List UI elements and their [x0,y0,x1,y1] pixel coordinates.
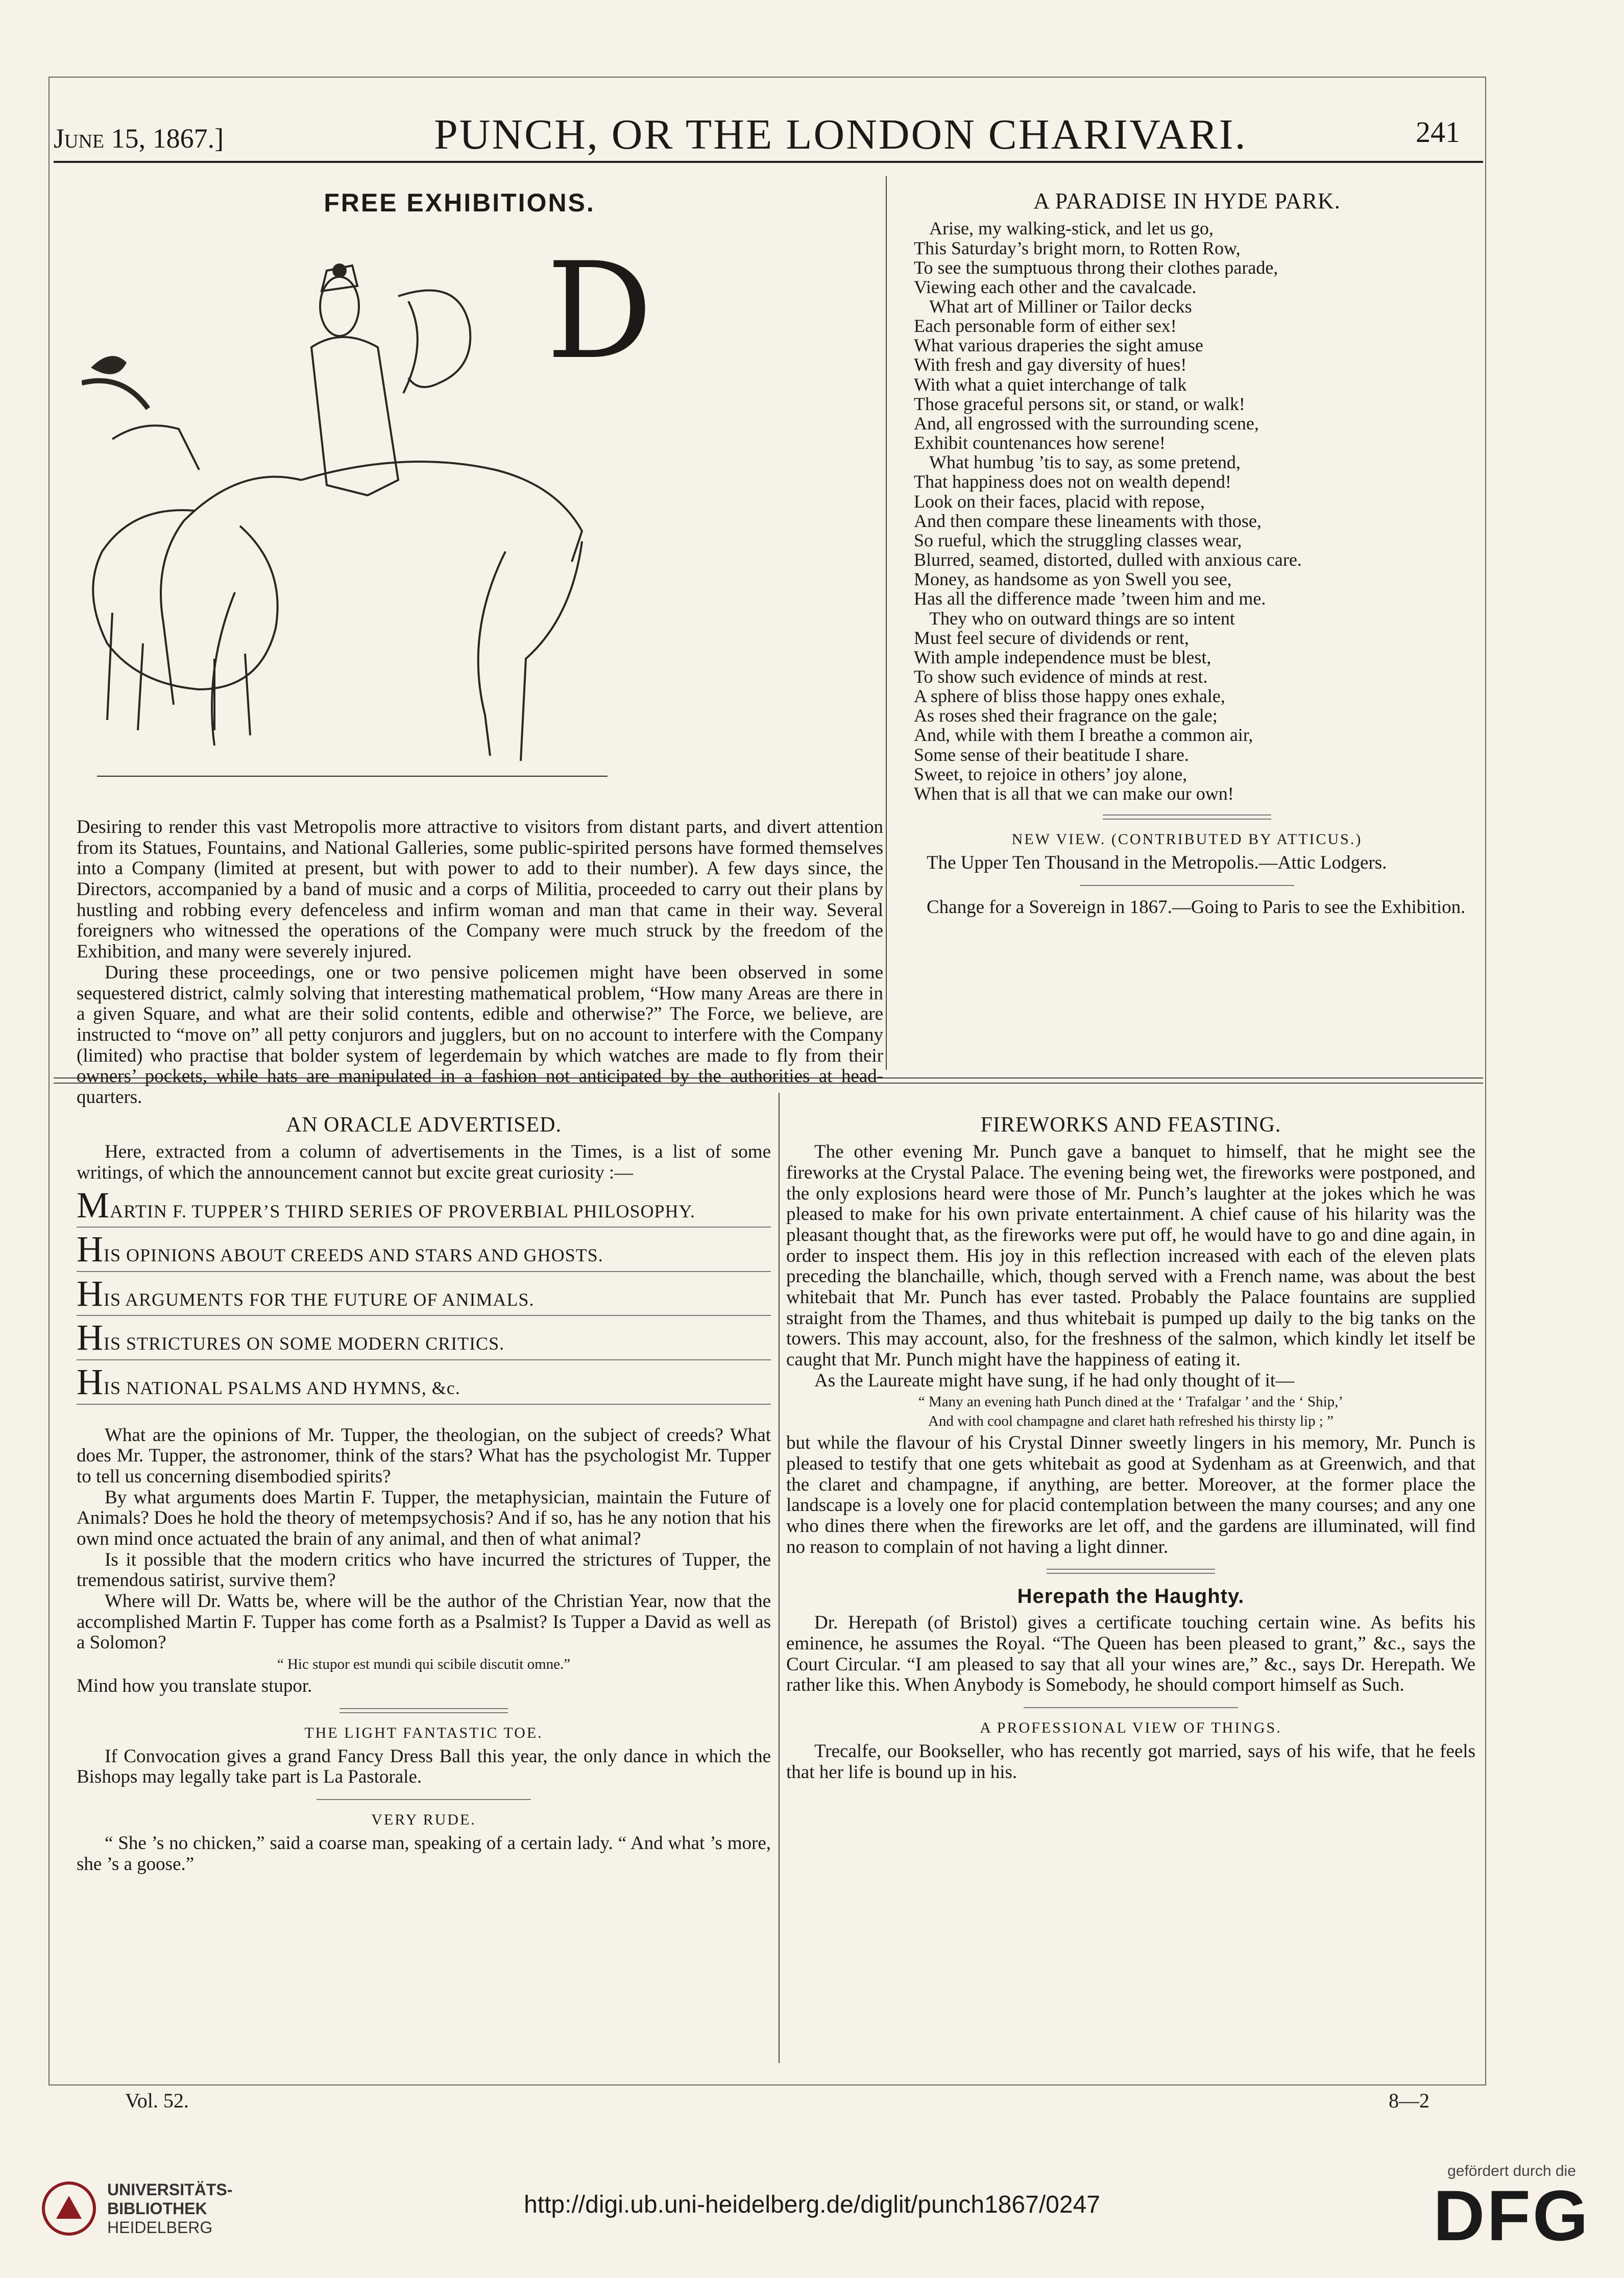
poem-line: What humbug ’tis to say, as some pretend, [929,452,1241,473]
poem-line: Blurred, seamed, distorted, dulled with anxious care. [914,549,1302,570]
oracle-para-2: By what arguments does Martin F. Tupper, the metaphysician, maintain the Future of Animals? Does he hold the theory of metempsychosis? And if so, has he any notion that his own mind once actuated the brain of any animal, and then of what animal? [77,1486,771,1549]
fireworks-heading: FIREWORKS AND FEASTING. [980,1113,1281,1137]
free-exhibitions-para-1: Desiring to render this vast Metropolis more attractive to visitors from distant parts, and divert attention from its Statues, Fountains, and National Galleries, some public-spirited persons have formed themselves into a Company (limited at present, but with power to add to their number). A few days since, the Directors, accompanied by a band of music and a corps of Militia, proceeded to carry out their plans by hustling and robbing every defenceless and infirm woman and man that came in their way. Several foreigners who witnessed the operations of the Company were much struck by the freedom of the Exhibition, and many were severely injured. [77,817,883,963]
advertisement-entry [77,1229,771,1272]
poem-line: Must feel secure of dividends or rent, [914,627,1189,648]
poem-line: And, while with them I breathe a common air, [914,725,1253,746]
funder-text: gefördert durch die [1447,2163,1576,2179]
very-rude-text: “ She ’s no chicken,” said a coarse man, speaking of a certain lady. “ And what ’s more, she ’s a goose.” [77,1833,771,1875]
professional-text: Trecalfe, our Bookseller, who has recently got married, says of his wife, that he feels that her life is bound up in his. [786,1741,1475,1783]
poem-line: Has all the difference made ’tween him and me. [914,588,1266,609]
free-exhibitions-article [77,189,883,222]
poem-line: Look on their faces, placid with repose, [914,491,1205,512]
short-rule [1080,885,1294,886]
signature-mark: 8—2 [1389,2089,1429,2112]
drop-cap-d: D [546,234,653,389]
poem-line: As roses shed their fragrance on the gale; [914,705,1218,726]
double-rule [340,1708,508,1713]
oracle-heading: AN ORACLE ADVERTISED. [286,1113,562,1137]
poem-line: To see the sumptuous throng their clothes parade, [914,257,1278,278]
light-toe-text: If Convocation gives a grand Fancy Dress Ball this year, the only dance in which the Bishops may legally take part is La Pastorale. [77,1745,771,1788]
header-rule [54,161,1483,163]
column-divider-top [886,176,887,1070]
light-toe-heading: THE LIGHT FANTASTIC TOE. [304,1724,543,1741]
page-header [54,110,1483,166]
advertisement-initial: H [77,1229,104,1270]
poem-line: Money, as handsome as yon Swell you see, [914,569,1232,590]
poem-line: Viewing each other and the cavalcade. [914,276,1197,297]
library-name-line-1: UNIVERSITÄTS- [107,2180,233,2199]
oracle-para-3: Is it possible that the modern critics who have incurred the strictures of Tupper, the tremendous satirist, survive them? [77,1549,771,1591]
double-rule [1103,814,1271,820]
herepath-text: Dr. Herepath (of Bristol) gives a certificate touching certain wine. As befits his eminence, he assumes the Royal. “The Queen has been pleased to grant,” &c., says the Court Circular. “I am pleased to say that all your wines are,” &c., says Dr. Herepath. We rather like this. When Anybody is Somebody, he should comport himself as Such. [786,1612,1475,1696]
paradise-poem [899,219,1475,803]
poem-line: With ample independence must be blest, [914,646,1211,667]
very-rude-heading: VERY RUDE. [371,1811,476,1829]
poem-line: With what a quiet interchange of talk [914,374,1187,395]
poem-line: Each personable form of either sex! [914,316,1177,337]
paradise-heading: A PARADISE IN HYDE PARK. [1033,188,1341,213]
laureate-quote-line-1: “ Many an evening hath Punch dined at the ‘ Trafalgar ’ and the ‘ Ship,’ [918,1394,1344,1410]
poem-line: They who on outward things are so intent [929,608,1235,629]
oracle-intro: Here, extracted from a column of advertisements in the Times, is a list of some writings, of which the announcement cannot but excite great curiosity :— [77,1141,771,1183]
advertisement-text: ARTIN F. TUPPER’S THIRD SERIES OF PROVERBIAL PHILOSOPHY. [110,1201,695,1221]
poem-line: A sphere of bliss those happy ones exhale, [914,686,1225,707]
poem-line: That happiness does not on wealth depend! [914,471,1231,492]
advertisement-text: IS OPINIONS ABOUT CREEDS AND STARS AND GHOSTS. [104,1245,603,1266]
oracle-para-1: What are the opinions of Mr. Tupper, the theologian, on the subject of creeds? What does Mr. Tupper, the astronomer, think of the stars? What has the psychologist Mr. Tupper to tell us concerning disembodied spirits? [77,1424,771,1487]
advertisement-initial: H [77,1361,104,1402]
short-rule [317,1799,531,1800]
issue-date: June 15, 1867.] [54,123,224,154]
dfg-logo: DFG [1433,2175,1590,2256]
fireworks-para-2: As the Laureate might have sung, if he had only thought of it— [814,1370,1295,1391]
advertisement-entry [77,1273,771,1316]
latin-quotation: “ Hic stupor est mundi qui scibile discutit omne.” [277,1656,571,1673]
herepath-heading: Herepath the Haughty. [1017,1585,1245,1608]
paradise-article [899,189,1475,918]
oracle-para-4: Where will Dr. Watts be, where will be the author of the Christian Year, now that the accomplished Martin F. Tupper has come forth as a Psalmist? Is Tupper a David as well as a Solomon? [77,1591,771,1653]
new-view-text: The Upper Ten Thousand in the Metropolis.—Attic Lodgers. [927,852,1387,874]
source-url[interactable]: http://digi.ub.uni-heidelberg.de/diglit/punch1867/0247 [524,2191,1100,2218]
oracle-para-5: Mind how you translate stupor. [77,1675,312,1696]
advertisement-text: IS NATIONAL PSALMS AND HYMNS, &c. [104,1377,460,1398]
professional-heading: A PROFESSIONAL VIEW OF THINGS. [980,1719,1282,1737]
poem-line: What art of Milliner or Tailor decks [929,296,1192,317]
advertisement-initial: H [77,1273,104,1314]
fireworks-para-3: but while the flavour of his Crystal Dinner sweetly lingers in his memory, Mr. Punch is pleased to testify that one gets whitebait as good at Sydenham as at Greenwich, and that the claret and champagne, if anything, are better. Moreover, at the former place the landscape is a lovely one for placid contemplation between the many courses; and any one who dines there when the fireworks are let off, and the gardens are illuminated, will find no reason to complain of not having a light dinner. [786,1432,1475,1557]
advertisement-text: IS ARGUMENTS FOR THE FUTURE OF ANIMALS. [104,1289,535,1310]
poem-line: Those graceful persons sit, or stand, or walk! [914,393,1245,414]
poem-line: So rueful, which the struggling classes wear, [914,530,1242,550]
advertisement-initial: H [77,1317,104,1358]
poem-line: With fresh and gay diversity of hues! [914,354,1187,375]
poem-line: When that is all that we can make our own! [914,783,1234,804]
library-name-line-3: HEIDELBERG [107,2218,213,2237]
advertisement-initial: M [77,1184,110,1226]
free-exhibitions-heading: FREE EXHIBITIONS. [324,188,595,217]
poem-line: To show such evidence of minds at rest. [914,666,1208,687]
poem-line: Arise, my walking-stick, and let us go, [929,218,1214,239]
poem-line: This Saturday’s bright morn, to Rotten Row, [914,237,1241,258]
free-exhibitions-body [77,817,883,1108]
poem-line: What various draperies the sight amuse [914,335,1203,356]
volume-label: Vol. 52. [125,2089,189,2112]
poem-line: Some sense of their beatitude I share. [914,744,1189,765]
poem-line: And then compare these lineaments with those, [914,510,1262,531]
change-for-sovereign-text: Change for a Sovereign in 1867.—Going to Paris to see the Exhibition. [927,896,1466,918]
funder-block [1430,2163,1593,2256]
new-view-heading: NEW VIEW. (CONTRIBUTED BY ATTICUS.) [1011,831,1363,848]
advertisement-entry [77,1317,771,1360]
column-divider-bottom [779,1093,780,2063]
advertisement-entry [77,1361,771,1405]
free-exhibitions-para-2: During these proceedings, one or two pensive policemen might have been observed in some sequestered district, calmly solving that interesting mathematical problem, “How many Areas are there in a given Square, and what are their solid contents, edible and otherwise?” The Force, we believe, are instructed to “move on” all petty conjurors and jugglers, but on no account to interfere with the Company (limited) who practise that bolder system of legerdemain by which watches are made to fly from their owners’ pockets, while hats are manipulated in a fashion not anticipated by the authorities at head-quarters. [77,962,883,1108]
advertisement-text: IS STRICTURES ON SOME MODERN CRITICS. [104,1333,505,1354]
library-name-line-2: BIBLIOTHEK [107,2199,207,2218]
oracle-article [77,1113,771,1875]
double-rule [1047,1569,1215,1574]
poem-line: And, all engrossed with the surrounding scene, [914,413,1259,434]
advertisement-list [77,1184,771,1405]
masthead-title: PUNCH, OR THE LONDON CHARIVARI. [434,111,1247,158]
poem-line: Exhibit countenances how serene! [914,433,1166,453]
fireworks-para-1: The other evening Mr. Punch gave a banquet to himself, that he might see the fireworks at the Crystal Palace. The evening being wet, the fireworks were postponed, and the only explosions heard were those of Mr. Punch’s laughter at the jokes which he was pleased to make for his own private entertainment. A chief cause of his hilarity was the pleasant thought that, as the fireworks were put off, he would have to go and dine again, in order to inspect them. His joy in this reflection increased with each of the eleven plats preceding the blanchaille, which, though served with a French name, was about the best whitebait that Mr. Punch has ever tasted. Probably the Palace fountains are supplied straight from the Thames, and thus whitebait is pumped up daily to the big tanks on the towers. This may account, also, for the freshness of the salmon, which kindly let itself be caught that Mr. Punch might have the happiness of eating it. [786,1141,1475,1371]
laureate-quote-line-2: And with cool champagne and claret hath refreshed his thirsty lip ; ” [928,1413,1334,1430]
fireworks-article [786,1113,1475,1783]
advertisement-entry [77,1184,771,1228]
poem-line: Sweet, to rejoice in others’ joy alone, [914,763,1187,784]
short-rule [1024,1707,1238,1708]
page-number: 241 [1416,115,1460,149]
